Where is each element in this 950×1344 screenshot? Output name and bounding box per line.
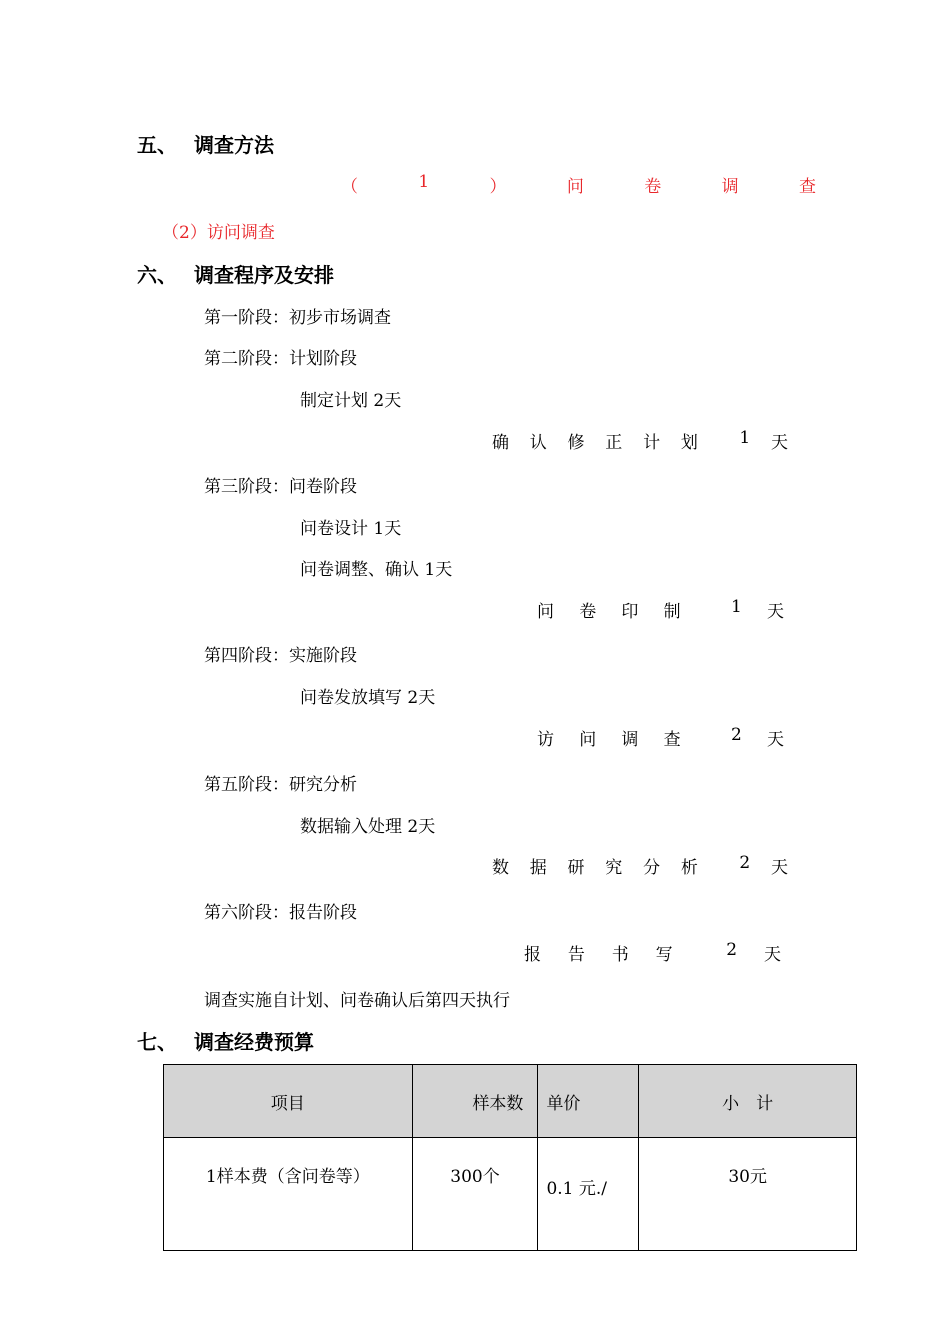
phase-3-step-b: 问卷调整、确认 1天 [300, 560, 453, 580]
char: 1 [730, 597, 742, 617]
header-subtotal-label: 小 计 [722, 1093, 774, 1114]
char: 印 [621, 602, 639, 622]
char: 告 [567, 945, 585, 965]
phase-3: 第三阶段：问卷阶段 [204, 477, 357, 497]
char: 2 [739, 853, 751, 873]
char: 计 [643, 433, 661, 453]
char: 天 [766, 602, 784, 622]
cell-unit-price-text: 0.1 元./ [546, 1179, 608, 1199]
section-7-number: 七、 [137, 1030, 177, 1054]
char: 调 [621, 730, 639, 750]
char: 析 [680, 858, 698, 878]
char: 正 [605, 433, 623, 453]
char: 究 [605, 858, 623, 878]
char: （ [341, 177, 358, 197]
char: 2 [730, 725, 742, 745]
method-item-1 [341, 172, 816, 197]
phase-6-step-a [524, 940, 781, 965]
char: 卷 [644, 177, 662, 197]
char: 调 [721, 177, 739, 197]
char: 数 [492, 858, 509, 878]
header-unit-price-label: 单价 [546, 1093, 581, 1114]
phase-1: 第一阶段：初步市场调查 [204, 308, 391, 328]
char: 问 [566, 177, 584, 197]
header-unit-price [538, 1065, 639, 1138]
char: 卷 [579, 602, 597, 622]
phase-3-step-c [537, 597, 784, 622]
cell-subtotal [639, 1138, 857, 1251]
header-subtotal [639, 1065, 857, 1138]
phase-5-step-b [492, 853, 788, 878]
table-row [164, 1138, 857, 1251]
section-5-number: 五、 [137, 133, 177, 157]
cell-item-text: 1样本费（含问卷等） [205, 1167, 370, 1187]
char: 天 [770, 858, 788, 878]
phase-5: 第五阶段：研究分析 [204, 775, 357, 795]
char: 1 [418, 172, 430, 192]
char: 查 [798, 177, 816, 197]
char: 天 [770, 433, 788, 453]
phase-4-step-a: 问卷发放填写 2天 [300, 688, 436, 708]
char: 2 [726, 940, 738, 960]
schedule-note: 调查实施自计划、问卷确认后第四天执行 [204, 991, 510, 1011]
budget-table [163, 1064, 857, 1251]
phase-2-step-b [492, 428, 788, 453]
cell-subtotal-text: 30元 [728, 1167, 767, 1187]
section-7-title: 调查经费预算 [194, 1030, 314, 1054]
char: 确 [492, 433, 509, 453]
char: 天 [763, 945, 781, 965]
header-sample-count-label: 样本数 [472, 1093, 524, 1114]
phase-2-step-a: 制定计划 2天 [300, 391, 402, 411]
method-item-2: （2）访问调查 [162, 223, 275, 243]
char: 访 [537, 730, 554, 750]
char: 写 [655, 945, 673, 965]
char: 1 [739, 428, 751, 448]
section-6-title: 调查程序及安排 [194, 263, 334, 287]
header-item [164, 1065, 413, 1138]
phase-3-step-a: 问卷设计 1天 [300, 519, 402, 539]
cell-item [164, 1138, 413, 1251]
section-6-number: 六、 [137, 263, 177, 287]
char: ） [489, 177, 507, 197]
phase-5-step-a: 数据输入处理 2天 [300, 817, 436, 837]
cell-unit-price [538, 1138, 639, 1251]
char: 报 [524, 945, 541, 965]
char: 分 [643, 858, 661, 878]
section-5-title: 调查方法 [194, 133, 274, 157]
phase-6: 第六阶段：报告阶段 [204, 903, 357, 923]
phase-4-step-b [537, 725, 784, 750]
char: 书 [611, 945, 629, 965]
phase-2: 第二阶段：计划阶段 [204, 349, 357, 369]
char: 研 [567, 858, 585, 878]
cell-sample-count-text: 300个 [450, 1167, 500, 1187]
char: 修 [567, 433, 585, 453]
char: 划 [680, 433, 698, 453]
char: 问 [579, 730, 597, 750]
cell-sample-count [412, 1138, 538, 1251]
char: 问 [537, 602, 554, 622]
char: 认 [529, 433, 547, 453]
header-item-label: 项目 [270, 1093, 305, 1114]
header-sample-count [412, 1065, 538, 1138]
char: 天 [766, 730, 784, 750]
char: 制 [663, 602, 681, 622]
phase-4: 第四阶段：实施阶段 [204, 646, 357, 666]
char: 据 [529, 858, 547, 878]
table-header-row [164, 1065, 857, 1138]
char: 查 [663, 730, 681, 750]
